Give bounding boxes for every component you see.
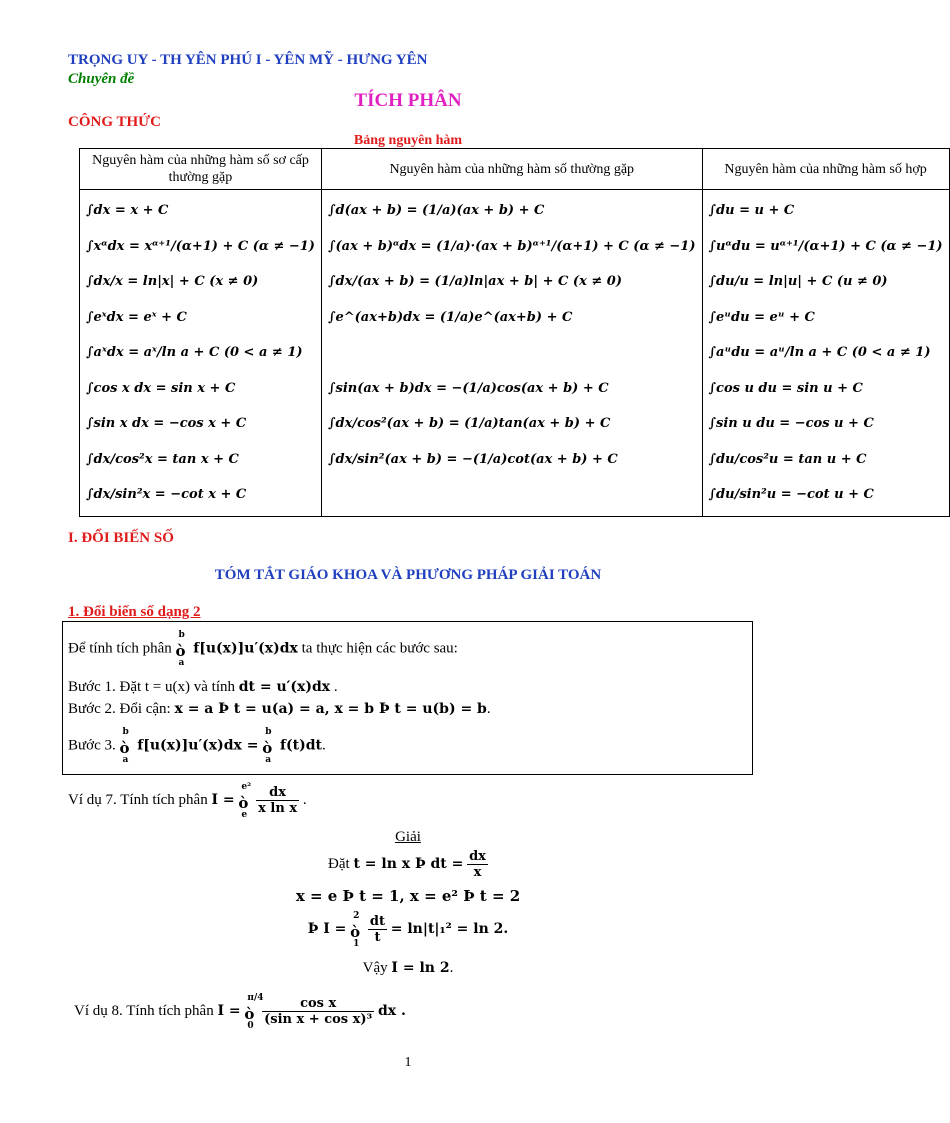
formula: ∫dx/sin²x = −cot x + C (86, 487, 247, 503)
formula: ∫dx/cos²x = tan x + C (86, 451, 239, 467)
fraction: $\frac{dt}{t}$ (369, 914, 385, 945)
formula: ∫dx/sin²(ax + b) = −(1/a)cot(ax + b) + C (327, 451, 618, 467)
formula: ∫e^(ax+b)dx = (1/a)e^(ax+b) + C (327, 309, 573, 325)
formula: ∫du/sin²u = −cot u + C (708, 487, 874, 503)
solution-line-4: Vậy I = ln 2. (362, 960, 454, 976)
integral-sign: b ò a (262, 727, 273, 765)
integral-sign: e² ò e (238, 781, 252, 820)
fraction: $\frac{dx}{\text{x ln x}}$ (258, 785, 298, 816)
formula: ∫aˣdx = aˣ/ln a + C (0 < a ≠ 1) (86, 345, 303, 361)
antiderivative-table (79, 148, 950, 517)
formula: ∫dx/(ax + b) = (1/a)ln|ax + b| + C (x ≠ 0) (327, 274, 622, 290)
summary-title: TÓM TẮT GIÁO KHOA VÀ PHƯƠNG PHÁP GIẢI TOÁN (214, 567, 602, 583)
formula: ∫dx/x = ln|x| + C (x ≠ 0) (86, 274, 259, 290)
formula: ∫eˣdx = eˣ + C (86, 309, 187, 325)
integrand: f[u(x)]u′(x)dx (193, 640, 298, 657)
method-intro: Để tính tích phân b ò a f[u(x)]u′(x)dx ta thực hiện các bước sau: (68, 630, 458, 668)
table-caption: Bảng nguyên hàm (353, 133, 463, 148)
document-header: TRỌNG UY - TH YÊN PHÚ I - YÊN MỸ - HƯNG YÊN (68, 52, 428, 68)
formula (328, 477, 696, 513)
subsection-heading: 1. Đổi biến số dạng 2 (68, 604, 201, 620)
formula: ∫d(ax + b) = (1/a)(ax + b) + C (327, 203, 545, 219)
formula (328, 335, 696, 371)
table-header-common: Nguyên hàm của những hàm số thường gặp (321, 149, 702, 190)
column-composite (702, 190, 949, 517)
integral-sign: π/4 ò 0 (244, 992, 264, 1031)
solution-title: Giải (395, 829, 421, 845)
solution-line-3: Þ I = 2 ò 1 $\frac{dt}{t}$ = ln|t|₁² = ln 2. (307, 910, 509, 949)
column-basic (80, 190, 322, 517)
example-8: Ví dụ 8. Tính tích phân I = π/4 ò 0 $\frac{\text{cos x}}{\text{(sin x + cos x)³}}$ dx . (74, 992, 406, 1031)
table-header-composite: Nguyên hàm của những hàm số hợp (702, 149, 949, 190)
formula: ∫du/u = ln|u| + C (u ≠ 0) (708, 274, 888, 290)
formula: ∫xᵅdx = xᵅ⁺¹/(α+1) + C (α ≠ −1) (86, 238, 315, 254)
example-7: Ví dụ 7. Tính tích phân I = e² ò e $\frac{dx}{\text{x ln x}}$ . (68, 781, 307, 820)
formula: ∫dx/cos²(ax + b) = (1/a)tan(ax + b) + C (327, 416, 611, 432)
formula: ∫sin u du = −cos u + C (708, 416, 874, 432)
integral-sign: b ò a (119, 727, 130, 765)
solution-line-2: x = e Þ t = 1, x = e² Þ t = 2 (295, 887, 521, 905)
step-2: Bước 2. Đổi cận: x = a Þ t = u(a) = a, x = b Þ t = u(b) = b. (68, 701, 491, 717)
formula: ∫eᵘdu = eᵘ + C (708, 309, 815, 325)
formula: ∫sin(ax + b)dx = −(1/a)cos(ax + b) + C (327, 380, 609, 396)
table-header-basic: Nguyên hàm của những hàm số sơ cấp thường gặp (80, 149, 322, 190)
fraction: $\frac{\text{cos x}}{\text{(sin x + cos x)³}}$ (264, 996, 373, 1027)
formula: ∫cos x dx = sin x + C (86, 380, 236, 396)
step-1: Bước 1. Đặt t = u(x) và tính dt = u′(x)dx . (68, 679, 338, 695)
formula: ∫uᵅdu = uᵅ⁺¹/(α+1) + C (α ≠ −1) (708, 238, 943, 254)
integral-sign: b ò a (175, 630, 186, 668)
formula: ∫sin x dx = −cos x + C (86, 416, 247, 432)
formula: ∫(ax + b)ᵅdx = (1/a)·(ax + b)ᵅ⁺¹/(α+1) + C (α ≠ −1) (327, 238, 696, 254)
integral-sign: 2 ò 1 (350, 910, 361, 949)
formula: ∫du/cos²u = tan u + C (708, 451, 867, 467)
column-common (321, 190, 702, 517)
topic-label: Chuyên đề (68, 71, 135, 87)
solution-line-1: Đặt t = ln x Þ dt = $\frac{dx}{x}$ (328, 849, 486, 880)
formula: ∫du = u + C (708, 203, 795, 219)
page-number: 1 (404, 1055, 412, 1070)
fraction: $\frac{dx}{x}$ (469, 849, 486, 880)
formula-heading: CÔNG THỨC (68, 114, 161, 130)
formula: ∫cos u du = sin u + C (708, 380, 863, 396)
section-heading: I. ĐỔI BIẾN SỐ (68, 530, 174, 546)
formula: ∫aᵘdu = aᵘ/ln a + C (0 < a ≠ 1) (708, 345, 931, 361)
formula: ∫dx = x + C (86, 203, 169, 219)
page-title: TÍCH PHÂN (354, 90, 462, 111)
step-3: Bước 3. b ò a f[u(x)]u′(x)dx = b ò a f(t)dt. (68, 727, 326, 765)
